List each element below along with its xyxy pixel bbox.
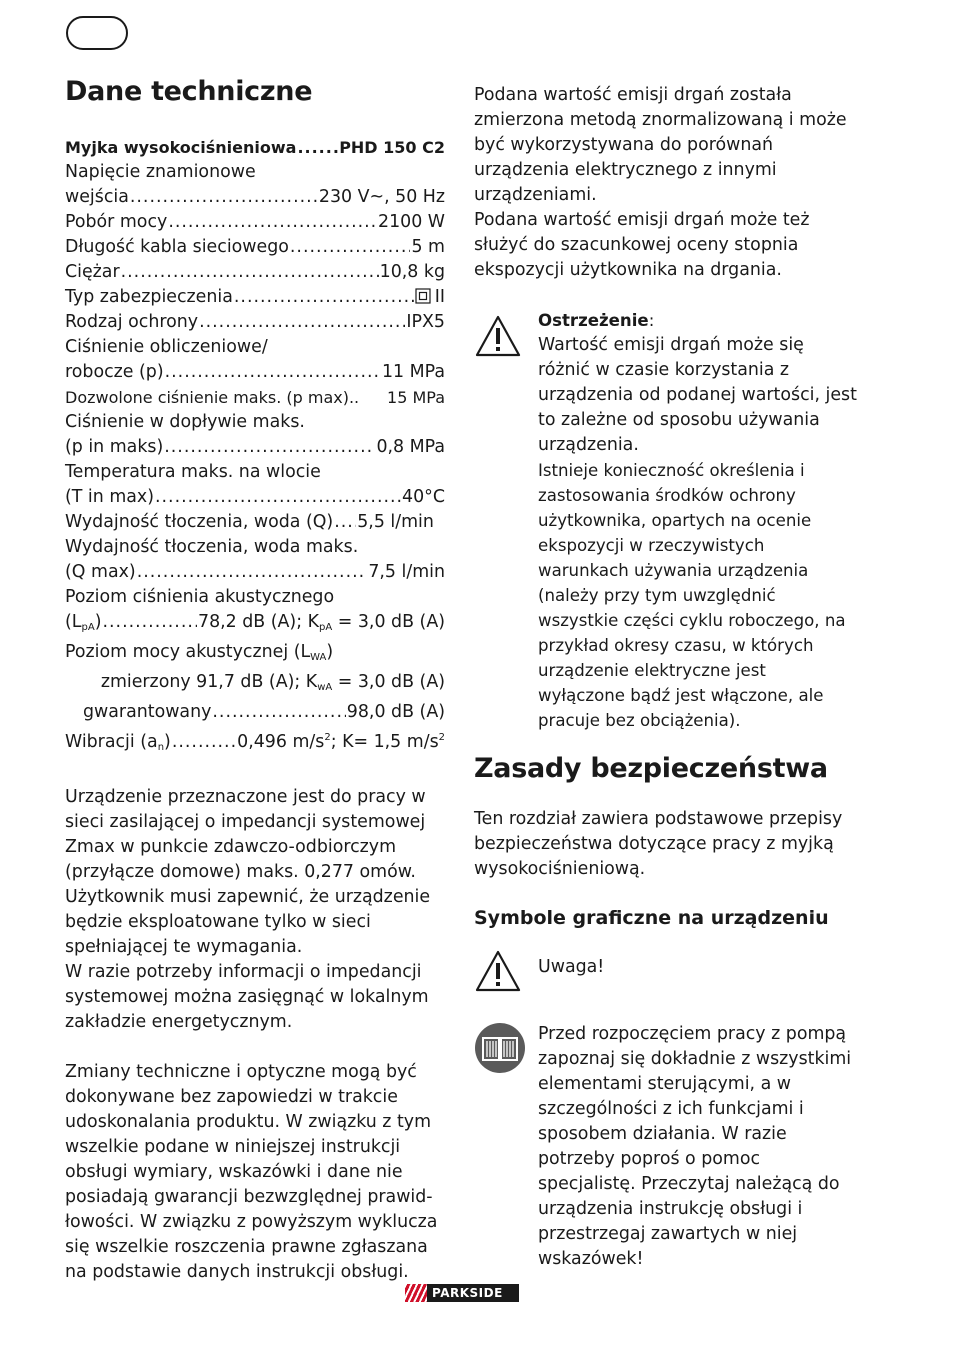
spec-swl-guaranteed: gwarantowany ..... 98,0 dB (A) xyxy=(65,700,445,725)
warning-triangle-icon xyxy=(474,314,522,358)
warning-text: Wartość emisji drgań może się różnić w czasie korzystania z urządzenia od podanej wartości, jest to zależne od sposobu używania urządzenia. xyxy=(538,335,857,455)
spec-spl: $(L_{pA})$ ..... 78,2 dB (A); $K_{pA} = 3,0$ dB (A) xyxy=(65,610,445,640)
spec-inlet-pressure: (p in maks) ..... 0,8 MPa xyxy=(65,435,445,460)
spec-protection-type: Typ zabezpieczenia ..... II xyxy=(65,285,445,310)
spec-inlet-pressure-label: Ciśnienie w dopływie maks. xyxy=(65,412,305,432)
right-column xyxy=(474,83,858,1272)
spec-voltage: wejścia ..... 230 V~, 50 Hz xyxy=(65,185,445,210)
double-insulation-icon xyxy=(415,288,431,304)
warning-triangle-icon xyxy=(474,949,522,993)
spec-voltage-label: Napięcie znamionowe xyxy=(65,162,256,182)
section-title-technical-data: Dane techniczne xyxy=(65,76,313,107)
symbol-manual: Przed rozpoczęciem pracy z pompą zapoznaj się dokładnie z wszystkimi elementami sterującymi, a w szczególności z ich funkcjami i sposobem działania. W razie potrzeby poproś o pomoc specjalistę. Przeczytaj należącą do urządzenia instrukcję obsługi i przestrzegaj zawartych w niej wskazówek! xyxy=(474,1022,858,1272)
paragraph-vibration-estimate: Podana wartość emisji drgań może też służyć do szacunkowej oceny stopnia ekspozycji użytkownika na drgania. xyxy=(474,210,810,280)
brand-logo: PARKSIDE xyxy=(405,1284,519,1302)
subsection-title-symbols: Symbole graficzne na urządzeniu xyxy=(474,907,829,929)
spec-power: Pobór mocy ..... 2100 W xyxy=(65,210,445,235)
spec-temp: (T in max) ..... 40°C xyxy=(65,485,445,510)
read-manual-icon xyxy=(474,1022,526,1074)
spec-ip: Rodzaj ochrony ..... IPX5 xyxy=(65,310,445,335)
paragraph-safety-intro: Ten rozdział zawiera podstawowe przepisy bezpieczeństwa dotyczące pracy z myjką wysokociśnieniową. xyxy=(474,809,843,879)
symbol-attention: Uwaga! xyxy=(474,955,858,997)
spec-flow-max: (Q max) ..... 7,5 l/min xyxy=(65,560,445,585)
warning-block xyxy=(474,308,858,733)
spec-spl-label: Poziom ciśnienia akustycznego xyxy=(65,587,335,607)
spec-vibration: Wibracji $(a_n)$ ..... 0,496 $m/s^2$; K= 1,5 $m/s^2$ xyxy=(65,725,445,760)
spec-pressure: robocze (p) ..... 11 MPa xyxy=(65,360,445,385)
spec-cable: Długość kabla sieciowego ..... 5 m xyxy=(65,235,445,260)
language-badge xyxy=(66,16,128,50)
spec-list xyxy=(65,135,445,760)
warning-text-protection: Istnieje konieczność określenia i zastosowania środków ochrony użytkownika, opartych na ocenie ekspozycji w rzeczywistych warunkach używania urządzenia (należy przy tym uwzględnić wszystkie części cyklu roboczego, na przykład okresy czasu, w których urządzenie elektryczne jest wyłączone bądź jest włączone, ale pracuje bez obciążenia). xyxy=(538,461,846,730)
spec-model: Myjka wysokociśnieniowa ..... PHD 150 C2 xyxy=(65,135,445,160)
paragraph-vibration-measured: Podana wartość emisji drgań została zmierzona metodą znormalizowaną i może być wykorzystywana do porównań urządzenia elektrycznego z innymi urządzeniami. xyxy=(474,85,847,205)
spec-swl-label: Poziom mocy akustycznej $(L_{WA})$ xyxy=(65,642,334,663)
spec-swl-measured: zmierzony 91,7 dB (A); $K_{wA} = 3,0$ dB (A) xyxy=(100,672,445,693)
brand-stripes-icon xyxy=(405,1284,427,1302)
spec-temp-label: Temperatura maks. na wlocie xyxy=(65,462,321,482)
paragraph-impedance: Urządzenie przeznaczone jest do pracy w sieci zasilającej o impedancji systemowej Zmax w punkcie zdawczo-odbiorczym (przyłącze domowe) maks. 0,277 omów. Użytkownik musi zapewnić, że urządzenie będzie eksploatowane tylko w sieci spełniającej te wymagania. xyxy=(65,787,431,957)
paragraph-technical-changes: Zmiany techniczne i optyczne mogą być dokonywane bez zapowiedzi w trakcie udoskonalania produktu. W związku z tym wszelkie podane w niniejszej instrukcji obsługi wymiary, wskazówki i dane nie posiadają gwarancji bezwzględnej prawid-łowości. W związku z powyższym wyklucza się wszelkie roszczenia prawne zgłaszana na podstawie danych instrukcji obsługi. xyxy=(65,1062,438,1282)
spec-max-pressure: Dozwolone ciśnienie maks. (p max).. 15 MPa xyxy=(65,388,445,407)
warning-heading: Ostrzeżenie: xyxy=(538,311,655,330)
section-title-safety: Zasady bezpieczeństwa xyxy=(474,753,828,784)
paragraph-impedance-info: W razie potrzeby informacji o impedancji systemowej można zasięgnąć w lokalnym zakładzie energetycznym. xyxy=(65,962,429,1032)
spec-flow: Wydajność tłoczenia, woda (Q) ..... 5,5 l/min xyxy=(65,510,445,535)
spec-pressure-label: Ciśnienie obliczeniowe/ xyxy=(65,337,268,357)
spec-weight: Ciężar ..... 10,8 kg xyxy=(65,260,445,285)
spec-flow-max-label: Wydajność tłoczenia, woda maks. xyxy=(65,537,359,557)
left-column xyxy=(65,76,445,1285)
